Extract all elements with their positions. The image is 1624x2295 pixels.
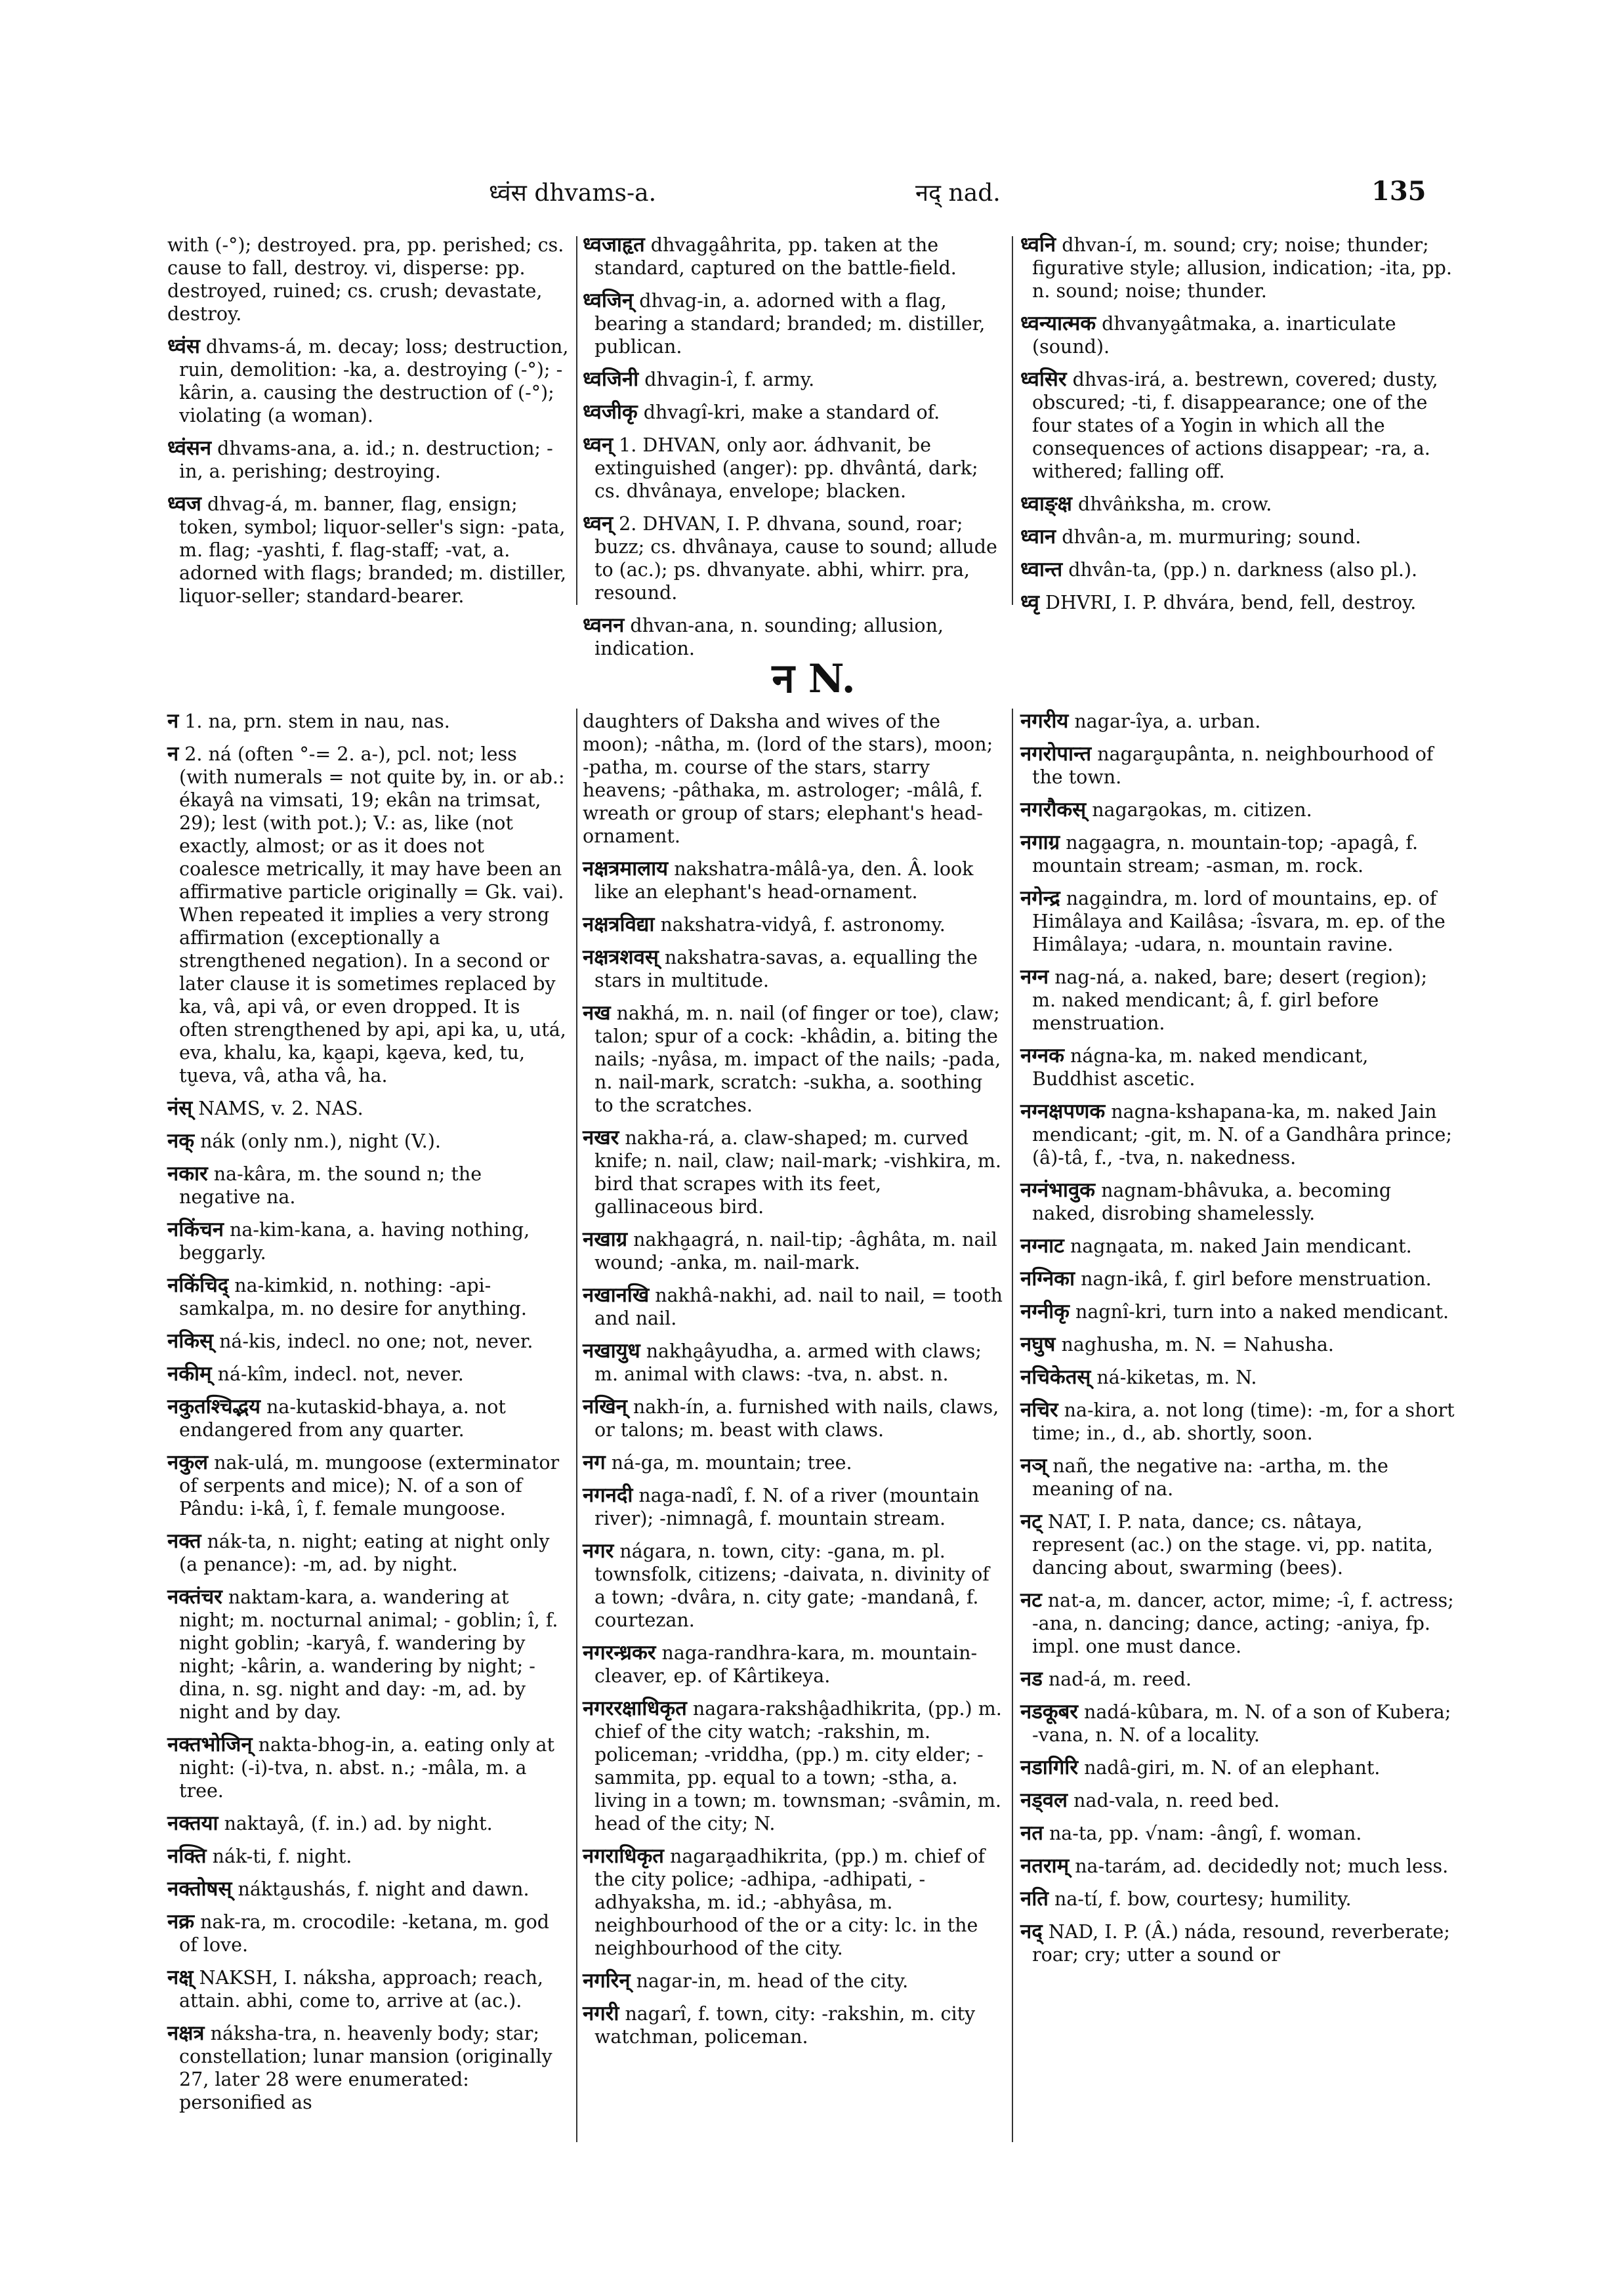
dictionary-entry xyxy=(583,1396,1003,1441)
dictionary-entry xyxy=(1020,1855,1455,1878)
dictionary-entry xyxy=(167,1966,569,2012)
dictionary-entry xyxy=(167,1363,569,1386)
entry-text: dhvanya̮âtmaka, a. inarticulate (sound). xyxy=(1032,313,1396,358)
dictionary-entry xyxy=(1020,1789,1455,1812)
dictionary-entry xyxy=(167,1845,569,1868)
entry-text: dhvag-in, a. adorned with a flag, bearing a standard; branded; m. distiller, publican. xyxy=(594,290,986,358)
headword-devanagari: नंस् xyxy=(167,1096,193,1120)
headword-devanagari: नखानखि xyxy=(583,1283,650,1307)
dictionary-entry xyxy=(1020,1268,1455,1291)
headword-devanagari: नगरी xyxy=(583,2002,619,2025)
entry-text: nák-ti, f. night. xyxy=(212,1846,352,1867)
headword-devanagari: ध्वान xyxy=(1020,525,1056,548)
dictionary-entry xyxy=(1020,368,1455,483)
dictionary-entry xyxy=(167,493,571,608)
headword-devanagari: नग्निका xyxy=(1020,1267,1075,1291)
headword-devanagari: नक्षत्र xyxy=(167,2021,205,2045)
entry-text: ná-ga, m. mountain; tree. xyxy=(611,1452,852,1474)
dictionary-entry xyxy=(583,1484,1003,1530)
dictionary-entry xyxy=(583,2002,1003,2048)
headword-devanagari: ध्वज xyxy=(167,492,201,516)
headword-devanagari: नक्तोषस् xyxy=(167,1877,232,1901)
headword-devanagari: नट् xyxy=(1020,1510,1042,1533)
entry-text: nakshatra-vidyâ, f. astronomy. xyxy=(660,914,946,936)
dictionary-entry xyxy=(1020,1366,1455,1389)
entry-text: naghusha, m. N. = Nahusha. xyxy=(1061,1334,1334,1355)
dictionary-entry xyxy=(167,1097,569,1120)
headword-devanagari: नग्नंभावुक xyxy=(1020,1178,1095,1202)
entry-text: nañ, the negative na: -artha, m. the meaning of na. xyxy=(1032,1455,1388,1500)
dictionary-entry xyxy=(1020,591,1455,614)
headword-devanagari: नकुल xyxy=(167,1451,209,1474)
entry-text: nakha̮agrá, n. nail-tip; -âghâta, m. nail wound; -anka, m. nail-mark. xyxy=(594,1229,997,1273)
column-divider xyxy=(1012,709,1013,2142)
running-head-left: ध्वंस dhvams-a. xyxy=(489,180,657,207)
headword-devanagari: ध्वान्त xyxy=(1020,558,1063,581)
headword-devanagari: ध्वजाहृत xyxy=(583,233,645,257)
dictionary-entry xyxy=(1020,887,1455,956)
dictionary-entry xyxy=(167,1218,569,1264)
headword-devanagari: नक्षत्रशवस् xyxy=(583,945,659,969)
entry-text: nák-ta, n. night; eating at night only (a penance): -m, ad. by night. xyxy=(179,1531,550,1575)
dictionary-entry xyxy=(1020,831,1455,877)
dictionary-entry xyxy=(583,401,1003,424)
headword-devanagari: नड xyxy=(1020,1667,1043,1691)
dictionary-entry xyxy=(1020,1920,1455,1966)
page-number: 135 xyxy=(1371,176,1426,207)
dictionary-entry xyxy=(583,434,1003,503)
entry-text: dhvân-ta, (pp.) n. darkness (also pl.). xyxy=(1068,559,1418,581)
headword-devanagari: नखिन् xyxy=(583,1395,627,1418)
entry-text: náksha-tra, n. heavenly body; star; constellation; lunar mansion (originally 27, later 28 were enumerated: personified as xyxy=(179,2023,552,2113)
entry-text: nágara, n. town, city: -gana, m. pl. townsfolk, citizens; -daivata, n. divinity of a town; -dvâra, n. city gate; -mandanâ, f. courtezan. xyxy=(594,1540,989,1631)
dictionary-entry xyxy=(167,1878,569,1901)
entry-text: na-ta, pp. √nam: -ângî, f. woman. xyxy=(1049,1823,1362,1844)
headword-devanagari: नक्तभोजिन् xyxy=(167,1733,253,1756)
headword-devanagari: ध्वसिर xyxy=(1020,367,1067,391)
dictionary-entry xyxy=(167,1163,569,1209)
dictionary-entry xyxy=(167,1451,569,1520)
entry-text: nagna-kshapana-ka, m. naked Jain mendicant; -git, m. N. of a Gandhâra prince; (â)-tâ, f., -tva, n. nakedness. xyxy=(1032,1101,1452,1168)
entry-text: 1. na, prn. stem in nau, nas. xyxy=(184,711,450,732)
entry-text: dhvan-í, m. sound; cry; noise; thunder; figurative style; allusion, indication; -ita, pp. n. sound; noise; thunder. xyxy=(1032,234,1452,302)
dictionary-entry xyxy=(1020,1668,1455,1691)
dictionary-entry xyxy=(167,710,569,733)
headword-devanagari: नति xyxy=(1020,1887,1049,1911)
entry-text: nákta̮ushás, f. night and dawn. xyxy=(238,1878,530,1900)
entry-text: nak-ulá, m. mungoose (exterminator of serpents and mice); N. of a son of Pându: i-kâ, î, f. female mungoose. xyxy=(179,1452,560,1520)
headword-devanagari: नकिंचन xyxy=(167,1218,224,1241)
dictionary-entry xyxy=(1020,526,1455,548)
headword-devanagari: नखाग्र xyxy=(583,1228,628,1251)
headword-devanagari: नड्वल xyxy=(1020,1788,1068,1812)
headword-devanagari: नकिस् xyxy=(167,1329,213,1353)
dictionary-entry xyxy=(167,1812,569,1835)
headword-devanagari: नग्नक्षपणक xyxy=(1020,1100,1106,1123)
dictionary-entry xyxy=(583,1451,1003,1474)
headword-devanagari: नञ् xyxy=(1020,1454,1047,1478)
headword-devanagari: नक्षत्रविद्या xyxy=(583,913,655,936)
dictionary-entry xyxy=(1020,710,1455,733)
headword-devanagari: नक्र xyxy=(167,1910,195,1933)
entry-text: nágna-ka, m. naked mendicant, Buddhist ascetic. xyxy=(1032,1045,1369,1090)
headword-devanagari: ध्वनि xyxy=(1020,233,1056,257)
headword-devanagari: नट xyxy=(1020,1588,1042,1612)
headword-devanagari: नग्नक xyxy=(1020,1044,1064,1067)
entry-text: na-kira, a. not long (time): -m, for a short time; in., d., ab. shortly, soon. xyxy=(1032,1399,1455,1444)
entry-text: nad-á, m. reed. xyxy=(1048,1668,1192,1690)
headword-devanagari: नकार xyxy=(167,1162,208,1186)
dictionary-entry xyxy=(583,512,1003,604)
upper-column-2 xyxy=(583,234,1003,670)
entry-text: nakshatra-mâlâ-ya, den. Â. look like an elephant's head-ornament. xyxy=(594,858,974,903)
entry-text: dhvagî-kri, make a standard of. xyxy=(643,402,940,423)
entry-text: nat-a, m. dancer, actor, mime; -î, f. actress; -ana, n. dancing; dance, acting; -aniya, fp. impl. one must dance. xyxy=(1032,1590,1454,1657)
headword-devanagari: नगरीय xyxy=(1020,709,1069,733)
dictionary-entry xyxy=(1020,1455,1455,1500)
entry-text: nakha̮âyudha, a. armed with claws; m. animal with claws: -tva, n. abst. n. xyxy=(594,1340,982,1385)
entry-text: nagar-in, m. head of the city. xyxy=(636,1970,909,1992)
headword-devanagari: नग्नाट xyxy=(1020,1234,1064,1258)
dictionary-entry xyxy=(583,1540,1003,1632)
headword-devanagari: नक् xyxy=(167,1129,195,1153)
entry-text: dhvagin-î, f. army. xyxy=(644,369,815,390)
dictionary-entry xyxy=(1020,1510,1455,1579)
dictionary-entry xyxy=(167,1396,569,1441)
entry-text: na-kâra, m. the sound n; the negative na. xyxy=(179,1163,482,1208)
dictionary-entry xyxy=(583,1697,1003,1835)
entry-text: nagn-ikâ, f. girl before menstruation. xyxy=(1081,1268,1432,1290)
headword-devanagari: नक्ष् xyxy=(167,1966,194,1989)
dictionary-entry xyxy=(167,743,569,1087)
dictionary-entry xyxy=(1020,1399,1455,1445)
headword-devanagari: नगेन्द्र xyxy=(1020,886,1060,910)
dictionary-entry xyxy=(583,1642,1003,1687)
dictionary-entry xyxy=(1020,1756,1455,1779)
entry-text: nadá-kûbara, m. N. of a son of Kubera; -vana, n. N. of a locality. xyxy=(1032,1701,1451,1746)
headword-devanagari: नक्त xyxy=(167,1529,201,1553)
entry-text: NAT, I. P. nata, dance; cs. nâtaya, represent (ac.) on the stage. vi, pp. natita, dancing about, swarming (bees). xyxy=(1032,1511,1433,1579)
headword-devanagari: नकीम् xyxy=(167,1362,212,1386)
entry-text: 1. DHVAN, only aor. ádhvanit, be extinguished (anger): pp. dhvântá, dark; cs. dhvânaya, envelope; blacken. xyxy=(594,434,978,502)
headword-devanagari: ध्वनन xyxy=(583,613,625,637)
headword-devanagari: नघुष xyxy=(1020,1333,1056,1356)
entry-text: naktam-kara, a. wandering at night; m. nocturnal animal; - goblin; î, f. night goblin; -karyâ, f. wandering by night; -kârin, a. wandering by night; -dina, n. sg. night and day: -m, ad. by night and by day. xyxy=(179,1586,558,1723)
entry-text: ná-kis, indecl. no one; not, never. xyxy=(219,1331,533,1352)
entry-text: dhvân-a, m. murmuring; sound. xyxy=(1062,526,1362,548)
dictionary-entry xyxy=(1020,1044,1455,1090)
upper-column-1 xyxy=(167,234,571,617)
entry-text: nagara̮okas, m. citizen. xyxy=(1092,799,1312,821)
entry-text: na-tí, f. bow, courtesy; humility. xyxy=(1054,1888,1352,1910)
upper-column-3 xyxy=(1020,234,1455,624)
entry-continuation xyxy=(583,710,1003,848)
dictionary-entry xyxy=(1020,1235,1455,1258)
section-letter-roman: N. xyxy=(808,656,856,702)
dictionary-entry xyxy=(583,368,1003,391)
dictionary-entry xyxy=(167,1733,569,1802)
headword-devanagari: नग xyxy=(583,1451,606,1474)
dictionary-entry xyxy=(1020,1100,1455,1169)
dictionary-entry xyxy=(1020,1179,1455,1225)
entry-text: nad-vala, n. reed bed. xyxy=(1073,1790,1280,1811)
dictionary-entry xyxy=(583,913,1003,936)
entry-text: naktayâ, (f. in.) ad. by night. xyxy=(224,1813,493,1834)
entry-text: na-tarám, ad. decidedly not; much less. xyxy=(1075,1855,1449,1877)
entry-text: with (-°); destroyed. pra, pp. perished; cs. cause to fall, destroy. vi, disperse: pp. destroyed, ruined; cs. crush; devastate, destroy. xyxy=(167,234,564,325)
headword-devanagari: नगरोपान्त xyxy=(1020,742,1092,766)
headword-devanagari: नकुतश्चिद्भय xyxy=(167,1395,261,1418)
headword-devanagari: ध्वन्यात्मक xyxy=(1020,312,1096,335)
headword-devanagari: न xyxy=(167,742,179,766)
dictionary-entry xyxy=(1020,1888,1455,1911)
entry-text: nak-ra, m. crocodile: -ketana, m. god of love. xyxy=(179,1911,550,1956)
entry-text: nakhá, m. n. nail (of finger or toe), claw; talon; spur of a cock: -khâdin, a. biting the nails; -nyâsa, m. impact of the nails; -pada, n. nail-mark, scratch: -sukha, a. soothing to the scratches. xyxy=(594,1003,1001,1116)
dictionary-entry xyxy=(583,858,1003,903)
dictionary-entry xyxy=(167,1130,569,1153)
headword-devanagari: नगनदी xyxy=(583,1483,633,1507)
dictionary-entry xyxy=(583,1002,1003,1117)
headword-devanagari: नगराधिकृत xyxy=(583,1844,664,1868)
entry-text: dhvan-ana, n. sounding; allusion, indication. xyxy=(594,615,944,659)
column-divider xyxy=(576,709,577,2142)
headword-devanagari: नखर xyxy=(583,1126,619,1149)
entry-text: dhvâṅksha, m. crow. xyxy=(1077,493,1272,515)
entry-text: dhvag-á, m. banner, flag, ensign; token, symbol; liquor-seller's sign: -pata, m. flag; -yashti, f. flag-staff; -vat, a. adorned with flags; branded; m. distiller, liquor-seller; standard-bearer. xyxy=(179,493,567,607)
dictionary-entry xyxy=(1020,1589,1455,1658)
headword-devanagari: नगरन्ध्रकर xyxy=(583,1641,656,1664)
headword-devanagari: ध्वंसन xyxy=(167,436,212,460)
entry-text: 2. ná (often °-= 2. a-), pcl. not; less (with numerals = not quite by, in. or ab.: ékayâ na vimsati, 19; ekân na trimsat, 29); lest (with pot.); V.: as, like (not exactly, almost; or as it does not coalesce metrically, it may have been an affirmative particle originally = Gk. vai). When repeated it implies a very strong affirmation (exceptionally a strengthened negation). In a second or later clause it is sometimes replaced by ka, vâ, api vâ, or even dropped. It is often strengthened by api, api ka, u, utá, eva, khalu, ka, ka̮api, ka̮eva, ked, tu, tu̮eva, vâ, atha vâ, ha. xyxy=(179,743,566,1086)
entry-text: dhvas-irá, a. bestrewn, covered; dusty, obscured; -ti, f. disappearance; one of the four states of a Yogin in which all the consequences of actions disappear; -ra, a. withered; falling off. xyxy=(1032,369,1438,482)
column-divider xyxy=(1012,236,1013,605)
dictionary-entry xyxy=(1020,798,1455,821)
headword-devanagari: ध्वंस xyxy=(167,335,200,358)
dictionary-entry xyxy=(167,1586,569,1724)
dictionary-entry xyxy=(1020,312,1455,358)
entry-text: nagna̮ata, m. naked Jain mendicant. xyxy=(1070,1235,1412,1257)
headword-devanagari: नत xyxy=(1020,1821,1043,1845)
lower-column-3 xyxy=(1020,710,1455,1976)
headword-devanagari: ध्वन् xyxy=(583,433,614,457)
entry-text: NAKSH, I. náksha, approach; reach, attain. abhi, come to, arrive at (ac.). xyxy=(179,1967,543,2012)
entry-text: nagnî-kri, turn into a naked mendicant. xyxy=(1075,1301,1449,1323)
headword-devanagari: नकिंचिद् xyxy=(167,1273,229,1297)
headword-devanagari: नद् xyxy=(1020,1920,1043,1943)
dictionary-entry xyxy=(583,1284,1003,1330)
dictionary-entry xyxy=(167,1530,569,1576)
headword-devanagari: नगर xyxy=(583,1539,614,1563)
dictionary-entry xyxy=(1020,1701,1455,1747)
dictionary-entry xyxy=(1020,234,1455,302)
entry-text: nagara-rakshâ̮adhikrita, (pp.) m. chief of the city watch; -rakshin, m. policeman; -vriddha, (pp.) m. city elder; -sammita, pp. equal to a town; -stha, a. living in a town; m. townsman; -svâmin, m. head of the city; N. xyxy=(594,1698,1002,1834)
headword-devanagari: नडकूबर xyxy=(1020,1700,1078,1724)
headword-devanagari: नगरौकस् xyxy=(1020,798,1087,821)
headword-devanagari: नगाग्र xyxy=(1020,831,1060,854)
headword-devanagari: नचिर xyxy=(1020,1398,1058,1422)
dictionary-entry xyxy=(1020,1822,1455,1845)
dictionary-entry xyxy=(583,1340,1003,1386)
dictionary-entry xyxy=(583,946,1003,992)
lower-column-1 xyxy=(167,710,569,2124)
headword-devanagari: नक्ति xyxy=(167,1844,207,1868)
dictionary-entry xyxy=(1020,1300,1455,1323)
headword-devanagari: नग्नीकृ xyxy=(1020,1300,1070,1323)
dictionary-entry xyxy=(1020,558,1455,581)
headword-devanagari: ध्वजिनी xyxy=(583,367,639,391)
entry-text: naga-nadî, f. N. of a river (mountain river); -nimnagâ, f. mountain stream. xyxy=(594,1485,980,1529)
entry-text: NAMS, v. 2. NAS. xyxy=(198,1098,364,1119)
entry-text: na-kutaskid-bhaya, a. not endangered from any quarter. xyxy=(179,1396,506,1441)
entry-text: nag-ná, a. naked, bare; desert (region); m. naked mendicant; â, f. girl before menstruation. xyxy=(1032,966,1428,1034)
entry-text: nák (only nm.), night (V.). xyxy=(200,1130,441,1152)
entry-text: nakshatra-savas, a. equalling the stars in multitude. xyxy=(594,947,978,991)
entry-text: naga-randhra-kara, m. mountain-cleaver, ep. of Kârtikeya. xyxy=(594,1642,978,1687)
entry-continuation xyxy=(167,234,571,325)
entry-text: nagarî, f. town, city: -rakshin, m. city watchman, policeman. xyxy=(594,2003,976,2048)
dictionary-entry xyxy=(583,1228,1003,1274)
dictionary-entry xyxy=(1020,966,1455,1035)
entry-text: na-kimkid, n. nothing: -api-samkalpa, m. no desire for anything. xyxy=(179,1275,527,1319)
entry-text: daughters of Daksha and wives of the moon); -nâtha, m. (lord of the stars), moon; -patha, m. course of the stars, starry heavens; -pâthaka, m. astrologer; -mâlâ, f. wreath or group of stars; elephant's head-ornament. xyxy=(583,711,993,847)
headword-devanagari: नडागिरि xyxy=(1020,1756,1079,1779)
entry-text: dhvaga̮âhrita, pp. taken at the standard, captured on the battle-field. xyxy=(594,234,957,279)
entry-text: NAD, I. P. (Â.) náda, resound, reverberate; roar; cry; utter a sound or xyxy=(1032,1921,1450,1966)
headword-devanagari: नचिकेतस् xyxy=(1020,1365,1091,1389)
headword-devanagari: नगररक्षाधिकृत xyxy=(583,1697,687,1720)
entry-text: nakta-bhog-in, a. eating only at night: (-i)-tva, n. abst. n.; -mâla, m. a tree. xyxy=(179,1734,554,1802)
headword-devanagari: नग्न xyxy=(1020,965,1049,989)
headword-devanagari: नखायुध xyxy=(583,1339,640,1363)
dictionary-entry xyxy=(1020,743,1455,789)
dictionary-entry xyxy=(167,335,571,427)
entry-text: nagar-îya, a. urban. xyxy=(1074,711,1261,732)
entry-text: 2. DHVAN, I. P. dhvana, sound, roar; buzz; cs. dhvânaya, cause to sound; allude to (ac.); ps. dhvanyate. abhi, whirr. pra, resound. xyxy=(594,513,997,604)
column-divider xyxy=(576,236,577,605)
headword-devanagari: ध्वृ xyxy=(1020,590,1039,614)
dictionary-entry xyxy=(1020,1333,1455,1356)
entry-text: nakh-ín, a. furnished with nails, claws, or talons; m. beast with claws. xyxy=(594,1396,999,1441)
running-head-middle: नद् nad. xyxy=(915,180,1001,207)
entry-text: ná-kîm, indecl. not, never. xyxy=(217,1363,464,1385)
headword-devanagari: नगरिन् xyxy=(583,1969,631,1993)
headword-devanagari: नख xyxy=(583,1001,611,1025)
dictionary-entry xyxy=(583,234,1003,279)
dictionary-entry xyxy=(583,1127,1003,1218)
headword-devanagari: न xyxy=(167,709,179,733)
headword-devanagari: ध्वजिन् xyxy=(583,289,634,312)
entry-text: nagara̮adhikrita, (pp.) m. chief of the city police; -adhipa, -adhipati, -adhyaksha, m. id.; -abhyâsa, m. neighbourhood of the or a city: lc. in the neighbourhood of the city. xyxy=(594,1846,986,1959)
entry-text: nagara̮upânta, n. neighbourhood of the town. xyxy=(1032,743,1434,788)
dictionary-entry xyxy=(583,1845,1003,1960)
headword-devanagari: नक्षत्रमालाय xyxy=(583,857,669,880)
headword-devanagari: ध्वन् xyxy=(583,512,614,535)
dictionary-entry xyxy=(583,289,1003,358)
entry-text: dhvams-á, m. decay; loss; destruction, ruin, demolition: -ka, a. destroying (-°); -kârin, a. causing the destruction of (-°); violating (a woman). xyxy=(179,336,569,426)
dictionary-entry xyxy=(583,1970,1003,1993)
lower-column-2 xyxy=(583,710,1003,2058)
entry-text: dhvams-ana, a. id.; n. destruction; -in, a. perishing; destroying. xyxy=(179,438,553,482)
entry-text: ná-kiketas, m. N. xyxy=(1096,1367,1257,1388)
headword-devanagari: नतराम् xyxy=(1020,1854,1070,1878)
entry-text: nakhâ-nakhi, ad. nail to nail, = tooth and nail. xyxy=(594,1285,1003,1329)
dictionary-entry xyxy=(167,2022,569,2114)
dictionary-entry xyxy=(1020,493,1455,516)
entry-text: naga̮indra, m. lord of mountains, ep. of Himâlaya and Kailâsa; -îsvara, m. ep. of the Himâlaya; -udara, n. mountain ravine. xyxy=(1032,888,1446,955)
dictionary-entry xyxy=(167,1911,569,1956)
dictionary-entry xyxy=(167,1330,569,1353)
headword-devanagari: नक्तया xyxy=(167,1811,219,1835)
dictionary-entry xyxy=(167,1274,569,1320)
headword-devanagari: नक्तंचर xyxy=(167,1585,222,1609)
entry-text: nakha-rá, a. claw-shaped; m. curved knife; n. nail, claw; nail-mark; -vishkira, m. bird that scrapes with its feet, gallinaceous bird. xyxy=(594,1127,1001,1218)
section-title xyxy=(696,650,932,705)
entry-text: nagnam-bhâvuka, a. becoming naked, disrobing shamelessly. xyxy=(1032,1180,1392,1224)
headword-devanagari: ध्वजीकृ xyxy=(583,400,638,424)
headword-devanagari: ध्वाङ्क्ष xyxy=(1020,492,1072,516)
entry-text: na-kim-kana, a. having nothing, beggarly. xyxy=(179,1219,530,1264)
entry-text: nadâ-giri, m. N. of an elephant. xyxy=(1084,1757,1381,1779)
dictionary-entry xyxy=(167,437,571,483)
section-letter-devanagari: न xyxy=(772,654,795,702)
entry-text: naga̮agra, n. mountain-top; -apagâ, f. mountain stream; -asman, m. rock. xyxy=(1032,832,1419,877)
entry-text: DHVRI, I. P. dhvára, bend, fell, destroy. xyxy=(1045,592,1417,613)
